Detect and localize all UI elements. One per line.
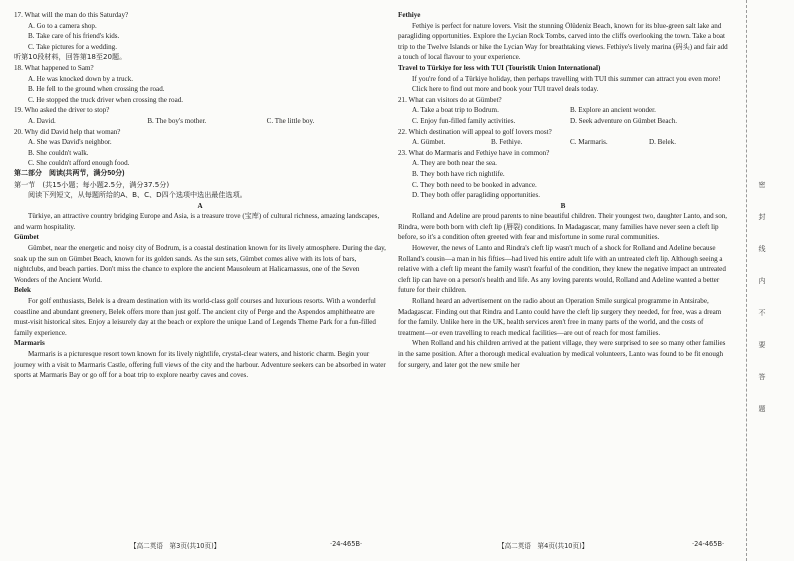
binding-char: 内 bbox=[758, 277, 766, 285]
left-line: 第二部分 阅读(共两节，满分50分) bbox=[14, 169, 125, 177]
option-text: D. Belek. bbox=[649, 138, 676, 147]
left-line: 第一节 (共15小题；每小题2.5分，满分37.5分) bbox=[14, 179, 170, 189]
right-option-row bbox=[398, 105, 728, 116]
left-line: 20. Why did David help that woman? bbox=[14, 127, 121, 136]
option-text: A. David. bbox=[28, 116, 56, 125]
right-line: Fethiye bbox=[398, 11, 421, 19]
left-line: B. Take care of his friend's kids. bbox=[28, 32, 120, 41]
left-line: A. He was knocked down by a truck. bbox=[28, 74, 133, 83]
binding-char: 线 bbox=[758, 245, 766, 253]
left-line: 18. What happened to Sam? bbox=[14, 63, 94, 72]
right-line: C. They both need to be booked in advance. bbox=[412, 180, 537, 189]
footer-right-code: ·24-465B· bbox=[692, 540, 725, 548]
binding-notice bbox=[756, 180, 768, 436]
left-option-row bbox=[14, 116, 386, 127]
option-text: B. Fethiye. bbox=[491, 138, 523, 147]
left-line: Türkiye, an attractive country bridging Europe and Asia, is a treasure trove (宝库) of cultural richness, amazing landscapes, and warm hospitality. bbox=[14, 212, 380, 231]
right-line: Fethiye is perfect for nature lovers. Visit the stunning Ölüdeniz Beach, known for its blue-green salt lake and paragliding opportunities. Explore the Lycian Rock Tombs, carved into the cliffs overlooking the town. Take a boat trip to the Twelve Islands or hike the Lycian Way for breathtaking views. Fethiye's lively marina (码头) and fair add a touch of local flavour to your experience. bbox=[398, 21, 728, 62]
left-line: A bbox=[197, 201, 203, 210]
left-line: Belek bbox=[14, 286, 31, 295]
right-line: Rolland and Adeline are proud parents to nine beautiful children. Their youngest two, daughter Lanto, and son, Rindra, were both born with cleft lip (唇裂) conditions. In Madagascar, many families have never seen a cleft lip before, so it's a condition often greeted with fear and misfortune in some rural communities. bbox=[398, 212, 728, 242]
binding-char: 答 bbox=[758, 373, 766, 381]
left-line: 17. What will the man do this Saturday? bbox=[14, 11, 129, 19]
left-line: 听第10段材料，回答第18至20题。 bbox=[14, 52, 127, 62]
option-text: D. Seek adventure on Gümbet Beach. bbox=[570, 116, 677, 125]
right-line: However, the news of Lanto and Rindra's cleft lip wasn't much of a shock for Rolland and Adeline because Rolland's cousin—a man in his fifties—had lived his entire adult life with an untreated cleft lip. Although seeing a relative with a cleft lip meant the family wasn't fearful of the condition, they knew the negative impact an untreated cleft lip can have on a person's health and life. As any loving parents would, Rolland and Adeline wanted a better future for their children. bbox=[398, 244, 726, 295]
left-line: C. He stopped the truck driver when crossing the road. bbox=[28, 95, 184, 104]
right-line: When Rolland and his children arrived at the patient village, they were surprised to see so many other families in the same position. After a thorough medical evaluation by medical volunteers, Lanto was found to be fit enough for surgery, and later got the new smile her bbox=[398, 339, 726, 369]
right-line: B bbox=[560, 201, 566, 210]
option-text: A. Take a boat trip to Bodrum. bbox=[412, 106, 499, 115]
binding-char: 封 bbox=[758, 213, 766, 221]
footer-left-label: 【高二英语 第3页(共10页)】 bbox=[130, 542, 221, 550]
option-text: C. Enjoy fun-filled family activities. bbox=[412, 116, 516, 125]
left-line: C. She couldn't afford enough food. bbox=[28, 159, 130, 168]
option-text: B. The boy's mother. bbox=[147, 116, 207, 125]
footer-left-code: ·24-465B· bbox=[330, 540, 363, 548]
left-line: 19. Who asked the driver to stop? bbox=[14, 106, 110, 115]
left-line: A. Go to a camera shop. bbox=[28, 21, 97, 30]
option-text: A. Gümbet. bbox=[412, 138, 446, 147]
right-line: 22. Which destination will appeal to golf lovers most? bbox=[398, 127, 552, 136]
right-line: 21. What can visitors do at Gümbet? bbox=[398, 95, 502, 104]
option-text: B. Explore an ancient wonder. bbox=[570, 106, 656, 115]
right-line: Travel to Türkiye for less with TUI (Touristik Union International) bbox=[398, 63, 601, 72]
right-line: Click here to find out more and book your TUI travel deals today. bbox=[412, 85, 599, 94]
right-line: If you're fond of a Türkiye holiday, then perhaps travelling with TUI this summer can attract you even more! bbox=[412, 74, 721, 83]
right-line: D. They both offer paragliding opportunities. bbox=[412, 191, 540, 200]
footer-right-label: 【高二英语 第4页(共10页)】 bbox=[498, 542, 589, 550]
left-line: Marmaris bbox=[14, 339, 45, 348]
right-option-row bbox=[398, 137, 728, 148]
binding-char: 密 bbox=[758, 181, 766, 189]
left-line: Gümbet bbox=[14, 233, 39, 242]
left-line: 阅读下列短文，从每题所给的A、B、C、D四个选项中选出最佳选项。 bbox=[28, 190, 247, 200]
binding-char: 不 bbox=[758, 309, 766, 317]
right-option-row bbox=[398, 116, 728, 127]
right-line: 23. What do Marmaris and Fethiye have in common? bbox=[398, 148, 550, 157]
left-line: C. Take pictures for a wedding. bbox=[28, 42, 118, 51]
left-line: Marmaris is a picturesque resort town known for its lively nightlife, crystal-clear waters, and historic charm. Begin your journey with a visit to Marmaris Castle, offering full views of the city and the harbour. Adventure seekers can be absorbed in water sports at Marmaris Bay or go off for a boat trip to explore nearby caves and coves. bbox=[14, 350, 386, 380]
binding-char: 题 bbox=[758, 405, 766, 413]
left-column bbox=[14, 10, 386, 381]
left-line: Gümbet, near the energetic and noisy city of Bodrum, is a coastal destination known for its lively atmosphere. During the day, soak up the sun on Gümbet Beach, known for its golden sands. As the sun sets, Gümbet comes alive with its lots of bars, nightclubs, and beach parties. Don't miss the chance to explore the ancient Mausoleum at Halicarnassus, one of the Seven Wonders of the Ancient World. bbox=[14, 244, 386, 284]
left-line: A. She was David's neighbor. bbox=[28, 138, 112, 147]
right-column bbox=[398, 10, 728, 370]
left-line: B. She couldn't walk. bbox=[28, 148, 89, 157]
left-line: For golf enthusiasts, Belek is a dream destination with its world-class golf courses and luxurious resorts. With a wonderful coastline and abundant greenery, Belek offers more than just golf. The ancient city of Perge and the Aspendos amphitheatre are must-visit historical sites. Enjoy a leisurely day at the beach or explore the unique Land of Legends Theme Park for a fun-filled family experience. bbox=[14, 297, 376, 337]
left-line: B. He fell to the ground when crossing the road. bbox=[28, 85, 165, 94]
option-text: C. The little boy. bbox=[266, 116, 315, 125]
right-line: A. They are both near the sea. bbox=[412, 159, 497, 168]
right-line: B. They both have rich nightlife. bbox=[412, 169, 505, 178]
binding-char: 要 bbox=[758, 341, 766, 349]
right-line: Rolland heard an advertisement on the radio about an Operation Smile surgical programme in Antsirabe, Madagascar. Finding out that Rindra and Lanto could have the cleft lip surgery they needed, for free, was a dream for the family. Unlike here in the UK, health services aren't free in many parts of the world, and the costs of treatment—or even travelling to reach medical facilities—are out of reach for most families. bbox=[398, 297, 722, 337]
option-text: C. Marmaris. bbox=[570, 138, 608, 147]
